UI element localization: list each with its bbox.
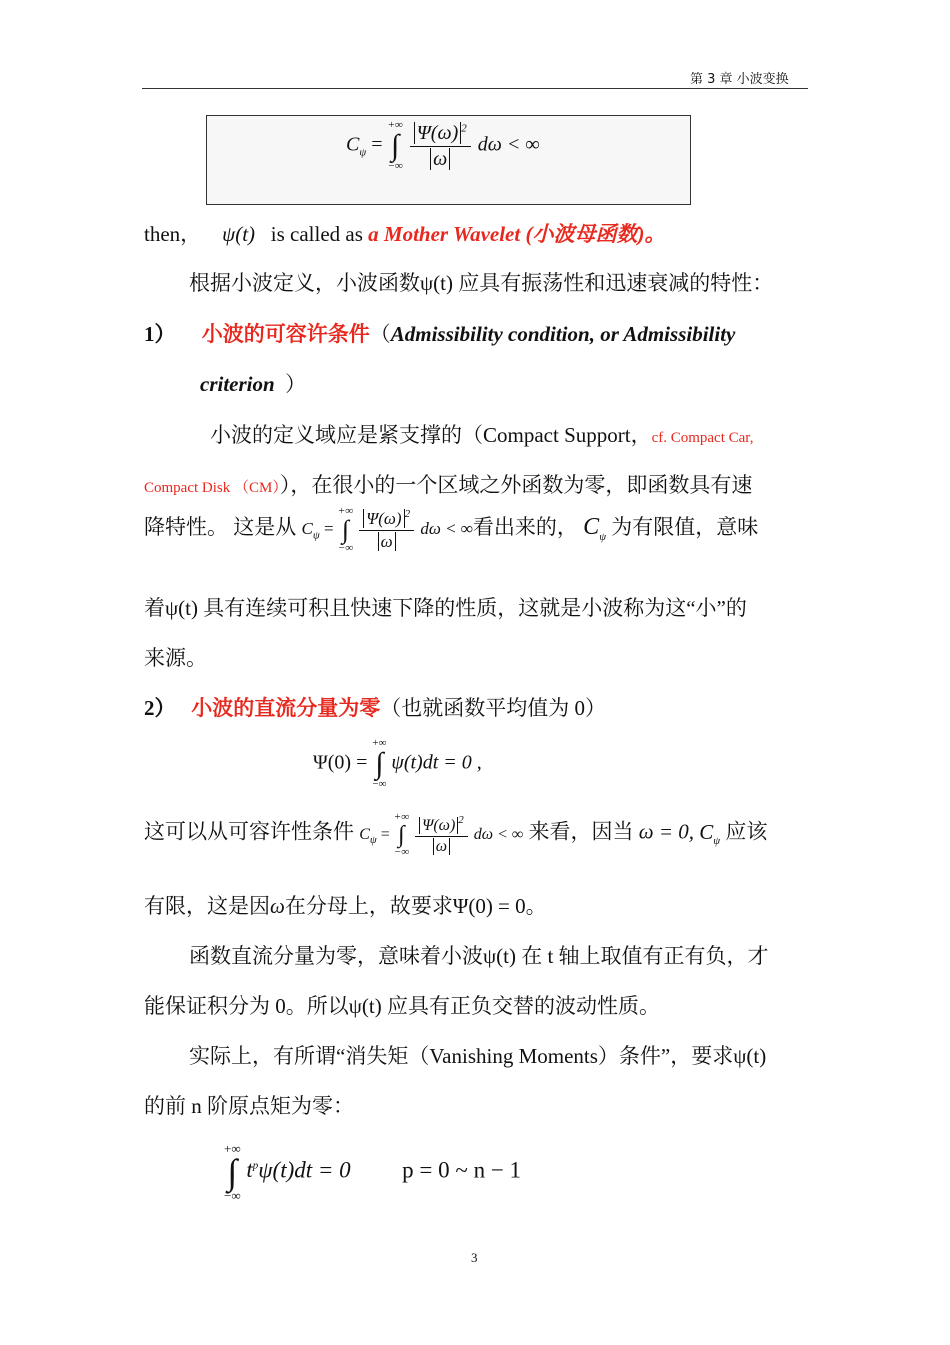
p2-line2: 有限，这是因ω在分母上，故要求Ψ(0) = 0。	[144, 894, 547, 918]
running-header: 第 3 章 小波变换	[690, 72, 789, 87]
dc-equation: Ψ(0) = +∞ ∫ −∞ ψ(t)dt = 0 ,	[313, 737, 482, 790]
integral-sign: +∞ ∫ −∞	[387, 119, 403, 172]
p3-line2: 能保证积分为 0。所以ψ(t) 应具有正负交替的波动性质。	[144, 994, 660, 1018]
p4-line2: 的前 n 阶原点矩为零：	[144, 1094, 354, 1118]
admissibility-formula: $C_\psi$ = +∞ ∫ −∞ $\frac{\Psi(\omega) ^2}{\omega}$ dω < ∞	[346, 119, 540, 172]
p2-line1: 这可以从可容许性条件 $C_\psi$ = +∞ ∫ −∞ $\frac{\Psi(\omega) ^2}{\omega}$ dω < ∞ 来看，因当 ω = 0, $C_\psi$ 应该	[144, 811, 768, 858]
p1-line5: 来源。	[144, 646, 207, 670]
page-number: 3	[471, 1250, 478, 1265]
intro-paragraph: 根据小波定义，小波函数ψ(t) 应具有振荡性和迅速衰减的特性：	[189, 271, 774, 295]
header-rule	[142, 88, 808, 89]
p4-line1: 实际上，有所谓“消失矩（Vanishing Moments）条件”，要求ψ(t)	[189, 1044, 767, 1068]
item-1-heading: 1） 小波的可容许条件（Admissibility condition, or Admissibility	[144, 322, 736, 346]
item-2-heading: 2） 小波的直流分量为零（也就函数平均值为 0）	[144, 696, 606, 720]
item-1-heading-cont: criterion ）	[200, 372, 307, 396]
p1-line2: Compact Disk （CM）），在很小的一个区域之外函数为零，即函数具有速	[144, 473, 753, 497]
p1-line3: 降特性。 这是从 $C_\psi$ = +∞ ∫ −∞ $\frac{\Psi(\omega) ^2}{\omega}$ dω < ∞看出来的， $C_\psi$ 为有限值，意味	[144, 505, 759, 554]
vanishing-moments-equation: +∞ ∫ −∞ $t^p\psi(t)dt = 0$ p = 0 ~ n − 1	[224, 1141, 522, 1203]
then-line: then， ψ(t) is called as a Mother Wavelet (小波母函数)。	[144, 222, 666, 246]
p1-line4: 着ψ(t) 具有连续可积且快速下降的性质，这就是小波称为这“小”的	[144, 596, 747, 620]
mother-wavelet-term: a Mother Wavelet (小波母函数)。	[368, 222, 666, 246]
p1-line1: 小波的定义域应是紧支撑的（Compact Support，cf. Compact Car,	[210, 423, 754, 447]
p3-line1: 函数直流分量为零，意味着小波ψ(t) 在 t 轴上取值有正有负，才	[189, 944, 769, 968]
